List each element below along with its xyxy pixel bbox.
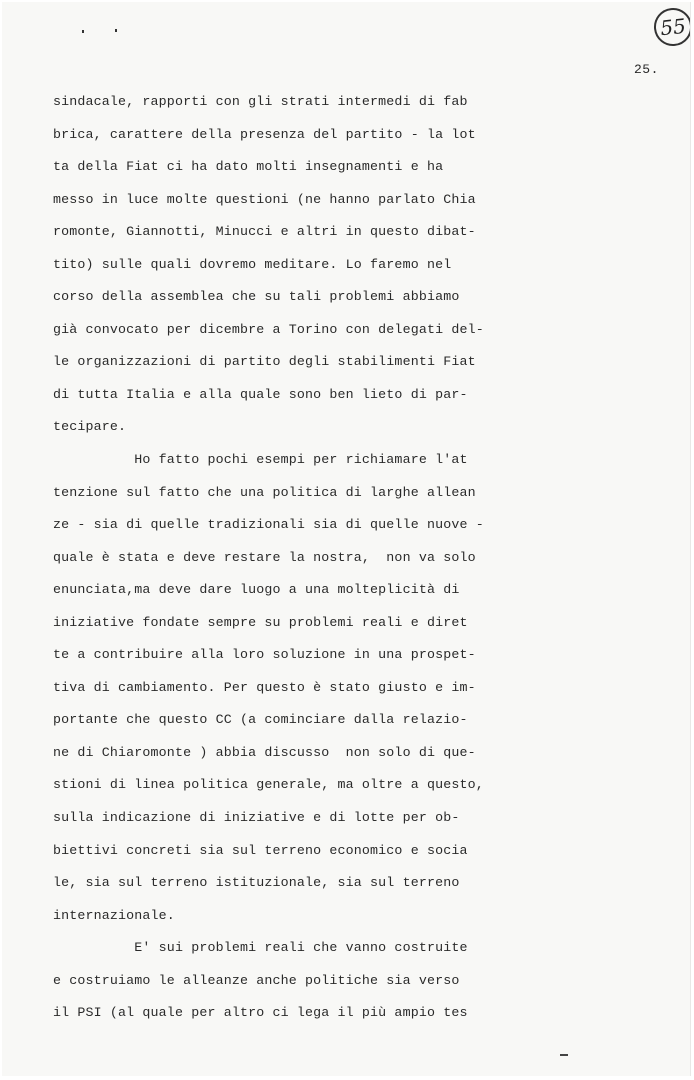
text-line: tito) sulle quali dovremo meditare. Lo faremo nel: [53, 256, 452, 272]
text-line: E' sui problemi reali che vanno costruite: [53, 940, 468, 956]
text-line: stioni di linea politica generale, ma oltre a questo,: [53, 777, 484, 793]
text-line: biettivi concreti sia sul terreno economico e socia: [53, 842, 468, 858]
text-line: tenzione sul fatto che una politica di larghe allean: [53, 484, 476, 500]
archive-page-stamp: 55: [652, 6, 691, 48]
text-line: il PSI (al quale per altro ci lega il più ampio tes: [53, 1005, 468, 1021]
text-line: ze - sia di quelle tradizionali sia di quelle nuove -: [53, 517, 484, 533]
text-line: te a contribuire alla loro soluzione in una prospet-: [53, 647, 476, 663]
text-line: già convocato per dicembre a Torino con delegati del-: [53, 321, 484, 337]
document-page: [2, 2, 691, 1076]
text-line: iniziative fondate sempre su problemi reali e diret: [53, 614, 468, 630]
text-line: di tutta Italia e alla quale sono ben lieto di par-: [53, 386, 468, 402]
text-line: tiva di cambiamento. Per questo è stato giusto e im-: [53, 679, 476, 695]
text-line: internazionale.: [53, 907, 175, 923]
text-line: ne di Chiaromonte ) abbia discusso non solo di que-: [53, 744, 476, 760]
text-line: tecipare.: [53, 419, 127, 435]
page-number: 25.: [634, 62, 659, 77]
text-line: romonte, Giannotti, Minucci e altri in questo dibat-: [53, 224, 476, 240]
text-line: corso della assemblea che su tali problemi abbiamo: [53, 289, 460, 305]
text-line: portante che questo CC (a cominciare dalla relazio-: [53, 712, 468, 728]
text-line: le organizzazioni di partito degli stabilimenti Fiat: [53, 354, 476, 370]
scan-speck: [115, 29, 117, 32]
scan-mark: [560, 1054, 568, 1056]
text-line: enunciata,ma deve dare luogo a una molteplicità di: [53, 582, 460, 598]
text-line: sindacale, rapporti con gli strati intermedi di fab: [53, 94, 468, 109]
text-line: ta della Fiat ci ha dato molti insegnamenti e ha: [53, 159, 444, 175]
scan-speck: [82, 30, 84, 33]
text-line: brica, carattere della presenza del partito - la lot: [53, 126, 476, 142]
text-line: e costruiamo le alleanze anche politiche sia verso: [53, 972, 460, 988]
text-line: Ho fatto pochi esempi per richiamare l'at: [53, 452, 468, 468]
text-line: le, sia sul terreno istituzionale, sia sul terreno: [53, 875, 460, 891]
text-line: quale è stata e deve restare la nostra, non va solo: [53, 549, 476, 565]
text-line: messo in luce molte questioni (ne hanno parlato Chia: [53, 191, 476, 207]
text-line: sulla indicazione di iniziative e di lotte per ob-: [53, 810, 460, 826]
body-text: [53, 92, 673, 1036]
